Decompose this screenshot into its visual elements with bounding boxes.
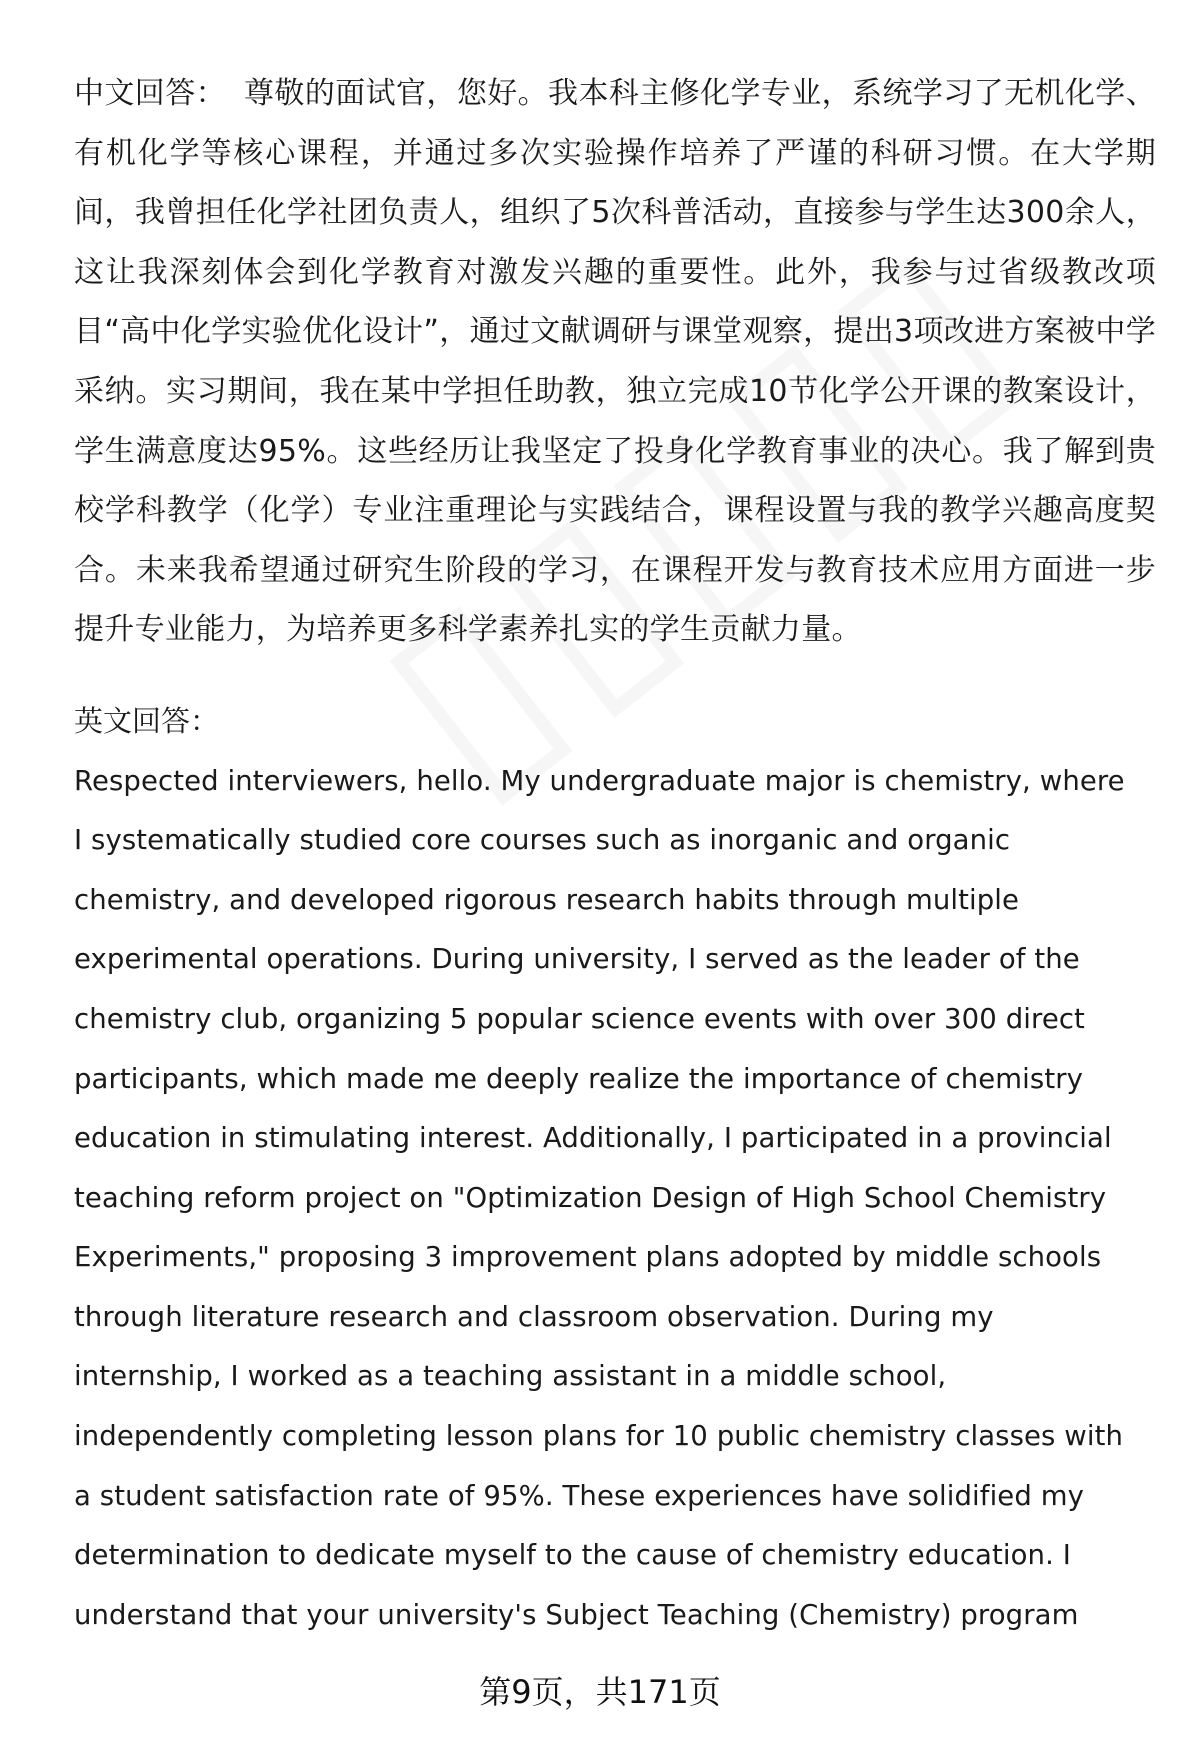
english-answer-line: through literature research and classroom observation. During my: [74, 1300, 994, 1333]
english-answer-line: a student satisfaction rate of 95%. These experiences have solidified my: [74, 1479, 1084, 1512]
chinese-answer-paragraph: [74, 64, 1156, 660]
english-answer-line: independently completing lesson plans for 10 public chemistry classes with: [74, 1420, 1124, 1453]
english-answer-line: education in stimulating interest. Additionally, I participated in a provincial: [74, 1122, 1112, 1155]
english-answer-line: internship, I worked as a teaching assistant in a middle school,: [74, 1360, 947, 1393]
english-answer-line: experimental operations. During university, I served as the leader of the: [74, 943, 1080, 976]
page-number-footer: 第9页，共171页: [479, 1673, 721, 1711]
english-answer-line: chemistry, and developed rigorous research habits through multiple: [74, 883, 1020, 916]
chinese-answer-text: 尊敬的面试官，您好。我本科主修化学专业，系统学习了无机化学、有机化学等核心课程，并通过多次实验操作培养了严谨的科研习惯。在大学期间，我曾担任化学社团负责人，组织了5次科普活动，直接参与学生达300余人，这让我深刻体会到化学教育对激发兴趣的重要性。此外，我参与过省级教改项目“高中化学实验优化设计”，通过文献调研与课堂观察，提出3项改进方案被中学采纳。实习期间，我在某中学担任助教，独立完成10节化学公开课的教案设计，学生满意度达95%。这些经历让我坚定了投身化学教育事业的决心。我了解到贵校学科教学（化学）专业注重理论与实践结合，课程设置与我的教学兴趣高度契合。未来我希望通过研究生阶段的学习，在课程开发与教育技术应用方面进一步提升专业能力，为培养更多科学素养扎实的学生贡献力量。: [74, 76, 1156, 648]
english-answer-line: I systematically studied core courses such as inorganic and organic: [74, 824, 1011, 857]
english-answer-line: determination to dedicate myself to the cause of chemistry education. I: [74, 1539, 1071, 1572]
page-content: [74, 64, 1156, 1645]
english-answer-line: Respected interviewers, hello. My undergraduate major is chemistry, where: [74, 764, 1125, 797]
english-answer-line: teaching reform project on "Optimization Design of High School Chemistry: [74, 1181, 1107, 1214]
chinese-answer-label: 中文回答：: [74, 76, 227, 111]
english-answer-line: Experiments," proposing 3 improvement plans adopted by middle schools: [74, 1241, 1102, 1274]
english-answer-line: chemistry club, organizing 5 popular science events with over 300 direct: [74, 1002, 1085, 1035]
english-answer-line: participants, which made me deeply realize the importance of chemistry: [74, 1062, 1084, 1095]
english-answer-label: 英文回答：: [74, 703, 220, 738]
english-answer-paragraph: [74, 752, 1156, 1646]
english-answer-line: understand that your university's Subject Teaching (Chemistry) program: [74, 1598, 1079, 1631]
